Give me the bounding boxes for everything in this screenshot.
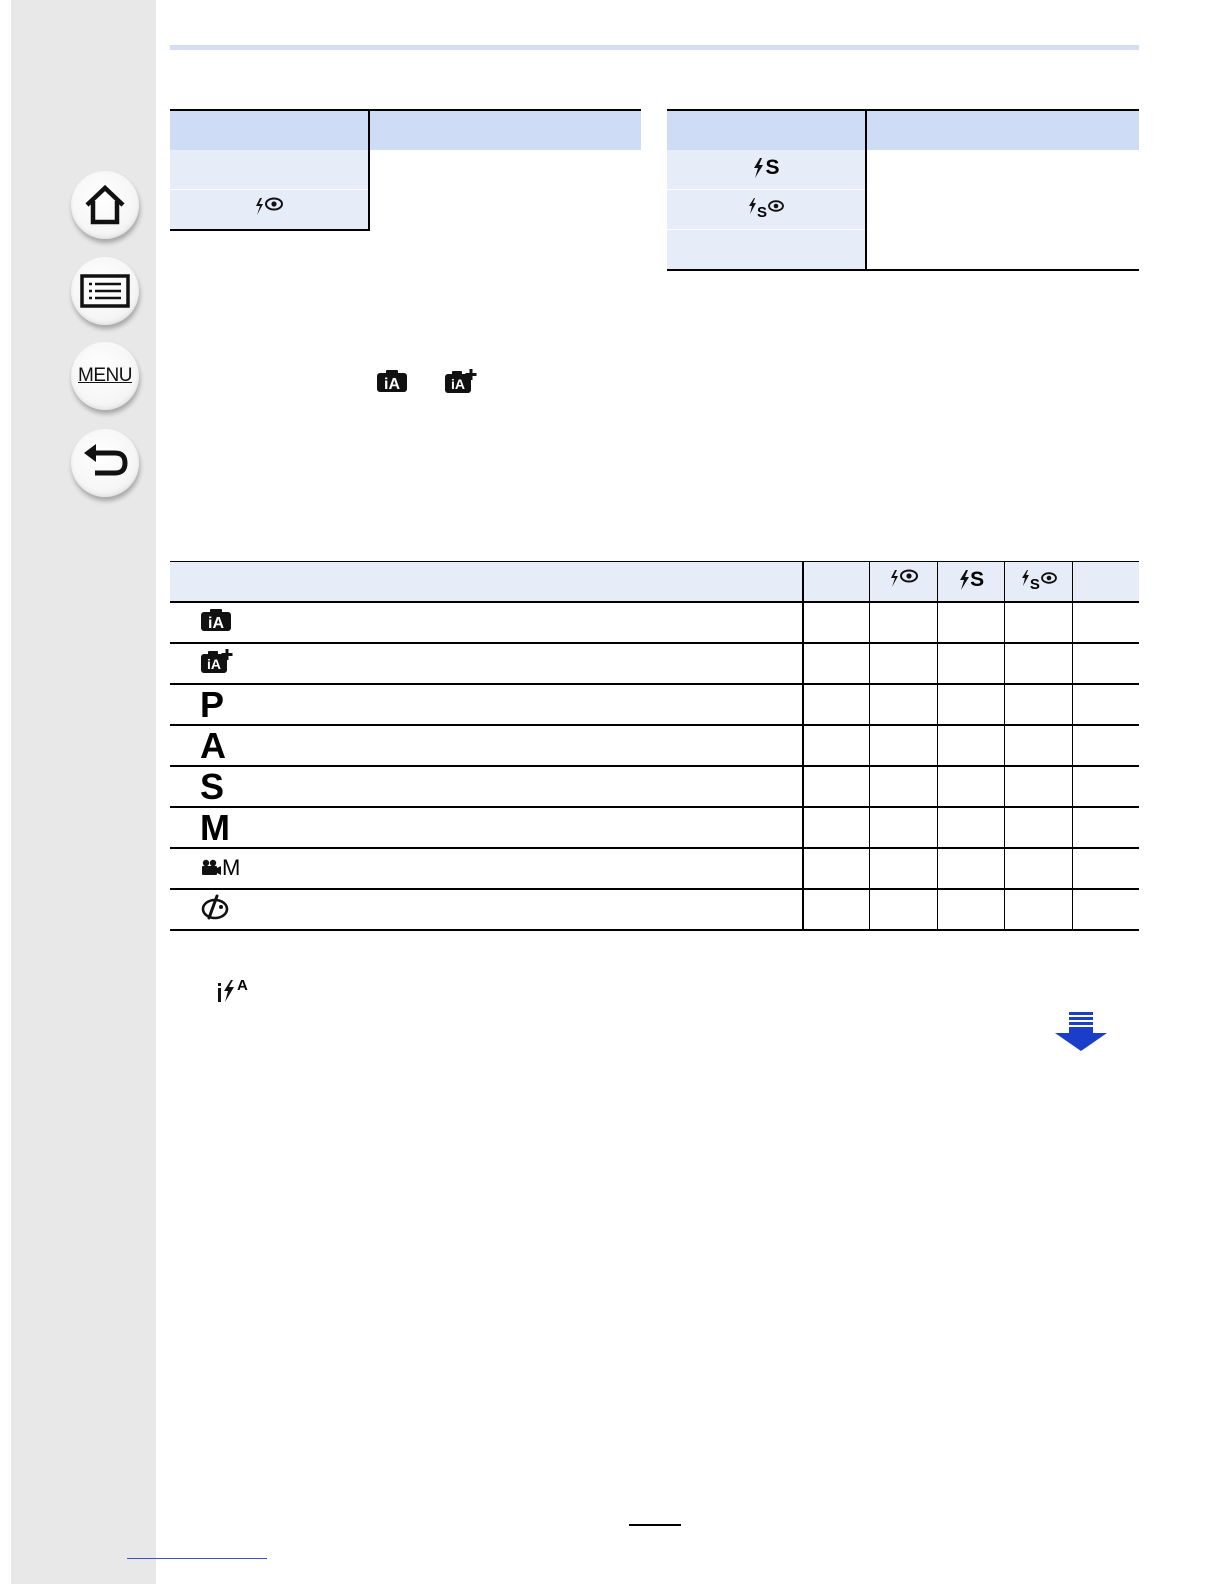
header-cell — [1073, 562, 1139, 603]
value-cell — [1005, 602, 1073, 643]
table-row — [667, 150, 1139, 190]
flash-availability-table — [170, 561, 1139, 931]
flash-auto-letter: A — [237, 977, 248, 994]
mode-manual: M — [200, 806, 230, 848]
mode-shutter: S — [200, 765, 225, 807]
table-header-row — [170, 562, 1139, 603]
creative-video-icon — [200, 855, 240, 881]
flash-slow-sync-letter: S — [970, 567, 985, 591]
creative-video-letter: M — [222, 855, 241, 880]
mode-cell — [170, 889, 803, 930]
contents-button[interactable] — [71, 257, 139, 325]
svg-text:iA: iA — [384, 376, 400, 393]
svg-text:iA: iA — [207, 656, 221, 672]
value-cell — [803, 725, 870, 766]
value-cell — [803, 807, 870, 848]
flash-settings-table-right — [667, 109, 1139, 271]
value-cell — [1073, 889, 1139, 930]
value-cell — [870, 766, 938, 807]
intelligent-auto-icon — [200, 615, 232, 636]
list-icon — [80, 274, 130, 308]
mode-cell — [170, 848, 803, 889]
value-cell — [803, 848, 870, 889]
value-cell — [870, 848, 938, 889]
value-cell — [1005, 684, 1073, 725]
value-cell — [937, 725, 1005, 766]
table-row — [667, 230, 1139, 271]
value-cell — [870, 725, 938, 766]
value-cell — [870, 684, 938, 725]
home-button[interactable] — [71, 171, 139, 239]
table-row — [170, 684, 1139, 725]
back-button[interactable] — [71, 429, 139, 497]
mode-cell — [170, 807, 803, 848]
description-cell — [866, 230, 1139, 271]
table-row — [170, 725, 1139, 766]
mode-cell — [170, 643, 803, 684]
value-cell — [937, 807, 1005, 848]
mode-aperture: A — [200, 724, 226, 766]
intelligent-flash-auto-icon — [217, 978, 251, 1009]
header-cell — [667, 110, 866, 150]
flash-slow-sync-redeye-icon — [747, 197, 785, 221]
menu-button[interactable] — [71, 342, 139, 410]
flash-mode-cell — [667, 230, 866, 271]
header-cell — [369, 110, 641, 150]
table-header-row — [170, 110, 641, 150]
value-cell — [1005, 807, 1073, 848]
intelligent-auto-plus-icon — [200, 656, 234, 678]
value-cell — [1073, 602, 1139, 643]
flash-slow-sync-redeye-icon — [1020, 569, 1058, 593]
flash-redeye-icon — [888, 577, 920, 594]
value-cell — [937, 766, 1005, 807]
value-cell — [803, 643, 870, 684]
home-icon — [82, 183, 128, 227]
header-cell — [803, 562, 870, 603]
value-cell — [937, 684, 1005, 725]
table-row — [170, 150, 641, 190]
flash-mode-cell — [667, 150, 866, 190]
value-cell — [803, 766, 870, 807]
value-cell — [937, 643, 1005, 684]
flash-mode-cell — [667, 190, 866, 230]
header-cell — [866, 110, 1139, 150]
footer-link[interactable] — [127, 1558, 267, 1559]
value-cell — [937, 848, 1005, 889]
next-page-button[interactable] — [1054, 1012, 1108, 1057]
flash-slow-sync-sub: S — [1029, 575, 1040, 593]
table-row — [170, 602, 1139, 643]
value-cell — [803, 889, 870, 930]
table-row — [170, 889, 1139, 930]
value-cell — [803, 602, 870, 643]
mode-cell — [170, 725, 803, 766]
mode-cell — [170, 684, 803, 725]
header-rule — [170, 45, 1139, 50]
value-cell — [870, 643, 938, 684]
header-cell — [870, 562, 938, 603]
flash-settings-table-left — [170, 109, 641, 231]
value-cell — [1073, 643, 1139, 684]
flash-slow-sync-sub: S — [756, 203, 767, 221]
down-arrow-icon — [1054, 1012, 1108, 1052]
intelligent-auto-plus-icon — [444, 368, 478, 399]
table-row — [170, 643, 1139, 684]
table-header-row — [667, 110, 1139, 150]
value-cell — [1073, 684, 1139, 725]
flash-slow-sync-letter: S — [765, 155, 780, 179]
header-cell-mode — [170, 562, 803, 603]
value-cell — [1073, 807, 1139, 848]
value-cell — [870, 889, 938, 930]
header-cell — [937, 562, 1005, 603]
value-cell — [1073, 725, 1139, 766]
svg-text:iA: iA — [208, 615, 224, 632]
value-cell — [1005, 848, 1073, 889]
description-cell — [369, 150, 641, 230]
header-cell — [1005, 562, 1073, 603]
value-cell — [870, 602, 938, 643]
value-cell — [870, 807, 938, 848]
page-number-underline — [629, 1524, 681, 1526]
navigation-sidebar — [11, 0, 156, 1584]
mode-cell — [170, 766, 803, 807]
menu-label: MENU — [78, 365, 132, 386]
table-row — [170, 848, 1139, 889]
table-row — [170, 766, 1139, 807]
svg-text:iA: iA — [451, 376, 465, 392]
flash-mode-cell — [170, 150, 369, 190]
value-cell — [1005, 766, 1073, 807]
table-row — [170, 807, 1139, 848]
flash-redeye-icon — [253, 196, 285, 218]
flash-mode-cell — [170, 190, 369, 231]
value-cell — [803, 684, 870, 725]
value-cell — [1073, 848, 1139, 889]
back-arrow-icon — [81, 443, 129, 483]
intelligent-auto-icon — [376, 369, 408, 398]
description-cell — [866, 150, 1139, 230]
mode-program: P — [200, 683, 225, 725]
header-cell — [170, 110, 369, 150]
inline-mode-icons — [376, 368, 478, 399]
value-cell — [1073, 766, 1139, 807]
value-cell — [1005, 643, 1073, 684]
value-cell — [937, 602, 1005, 643]
value-cell — [1005, 725, 1073, 766]
mode-cell — [170, 602, 803, 643]
value-cell — [937, 889, 1005, 930]
flash-slow-sync-icon — [752, 156, 779, 180]
flash-slow-sync-icon — [958, 568, 984, 592]
creative-control-icon — [200, 907, 230, 924]
value-cell — [1005, 889, 1073, 930]
